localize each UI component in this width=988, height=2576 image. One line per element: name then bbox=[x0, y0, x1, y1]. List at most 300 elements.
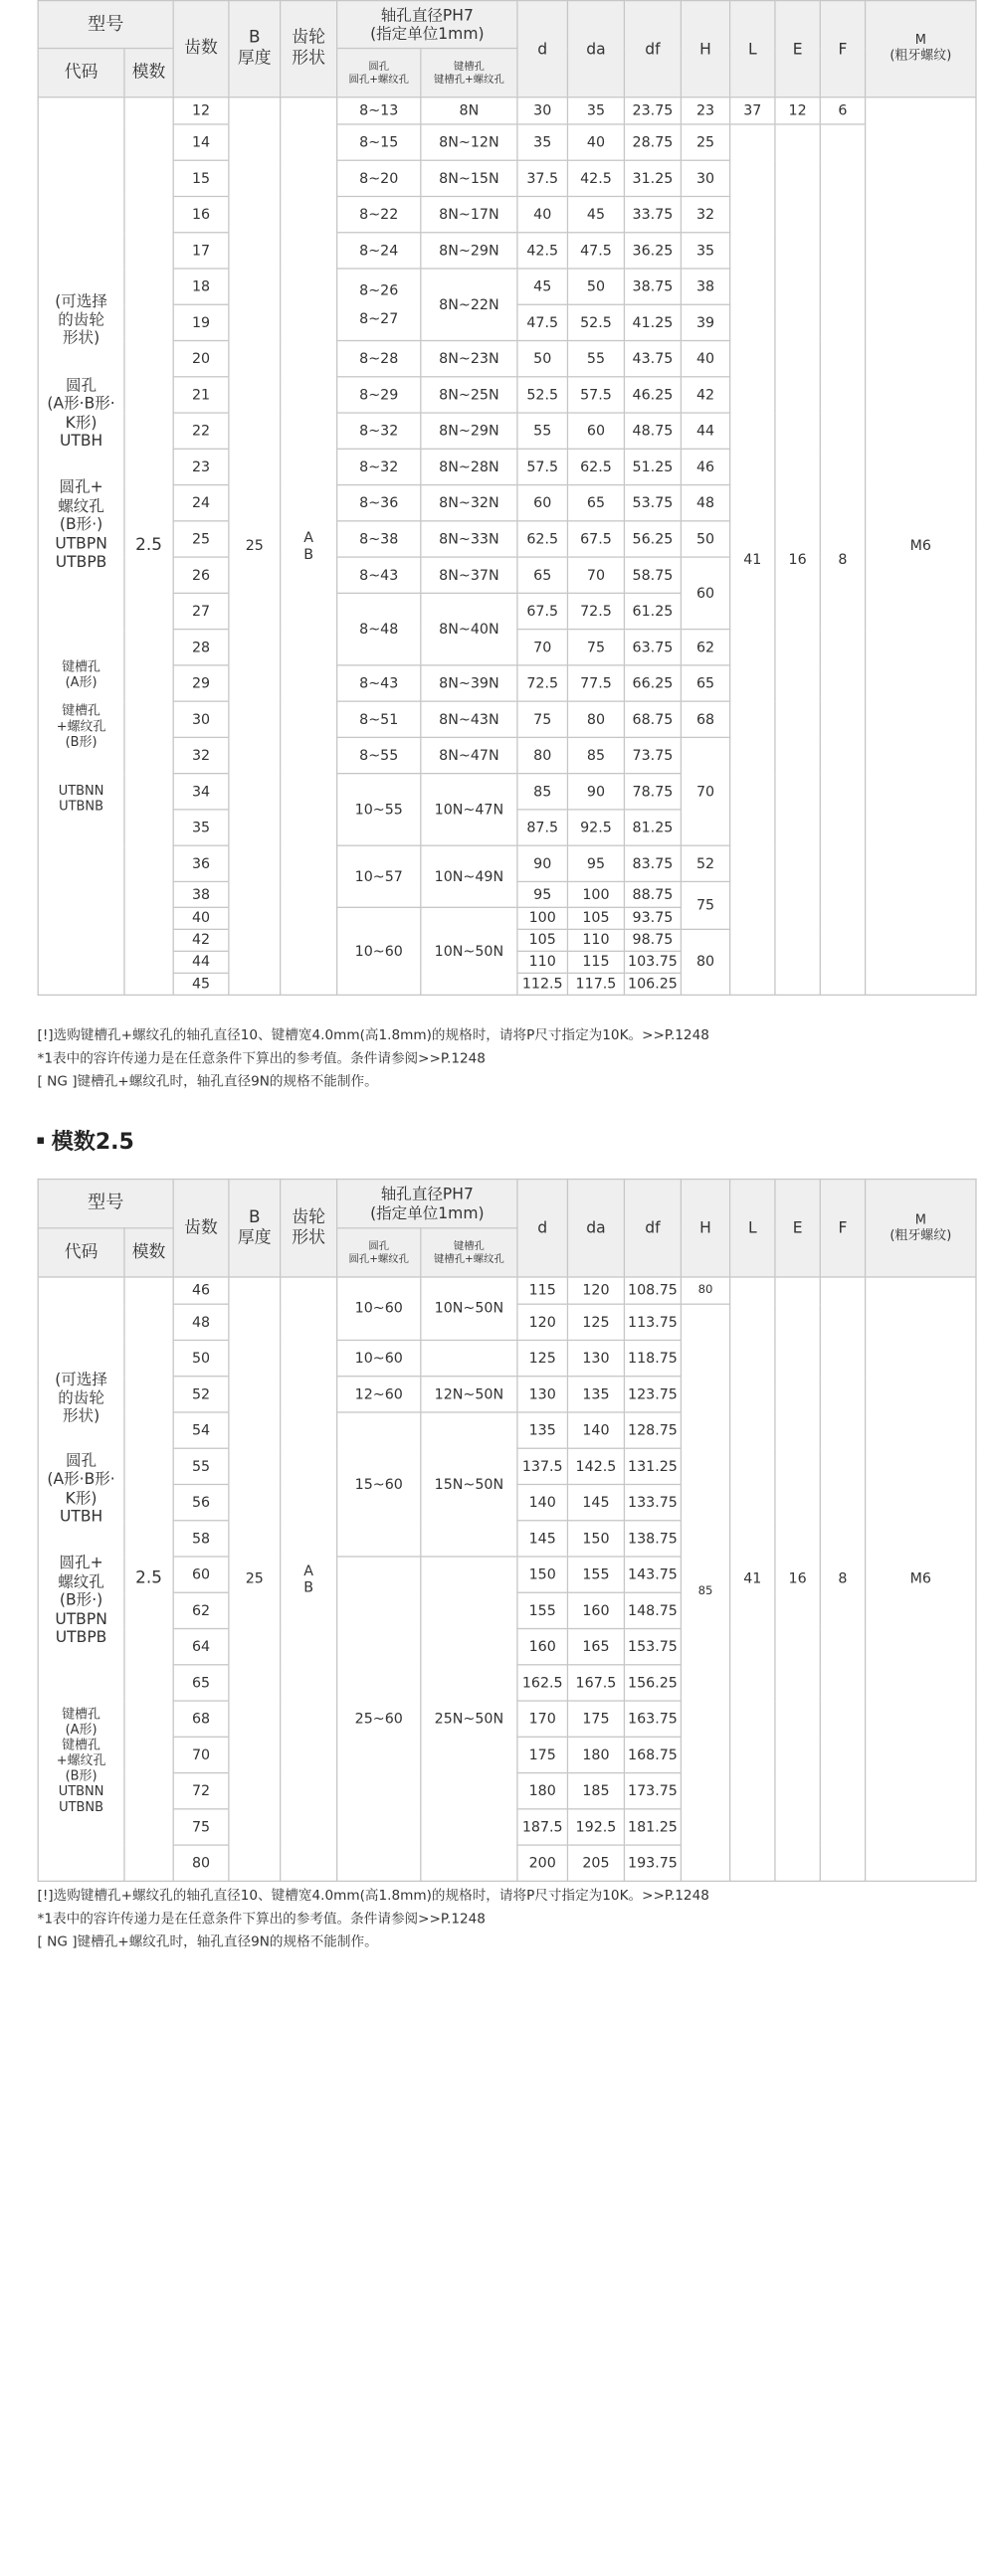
da-cell: 160 bbox=[567, 1592, 624, 1628]
df-cell: 108.75 bbox=[624, 1277, 681, 1304]
header-d: d bbox=[517, 1180, 568, 1277]
teeth-cell: 20 bbox=[173, 341, 229, 377]
d-cell: 130 bbox=[517, 1377, 568, 1412]
df-cell: 181.25 bbox=[624, 1809, 681, 1845]
header-module: 模数 bbox=[124, 1228, 173, 1277]
d-cell: 200 bbox=[517, 1845, 568, 1881]
df-cell: 46.25 bbox=[624, 377, 681, 413]
da-cell: 67.5 bbox=[567, 521, 624, 557]
keyway-bore-cell: 8N~15N bbox=[421, 160, 517, 196]
teeth-cell: 24 bbox=[173, 485, 229, 521]
b-value: 25 bbox=[229, 97, 281, 996]
teeth-cell: 80 bbox=[173, 1845, 229, 1881]
d-cell: 150 bbox=[517, 1557, 568, 1592]
header-model: 型号 bbox=[38, 1, 173, 49]
h-cell: 42 bbox=[681, 377, 729, 413]
d-cell: 95 bbox=[517, 881, 568, 907]
e-cell: 12 bbox=[775, 97, 820, 124]
round-bore-cell: 8~20 bbox=[337, 160, 421, 196]
header-da: da bbox=[567, 1180, 624, 1277]
round-bore-cell: 10~57 bbox=[337, 845, 421, 907]
da-cell: 155 bbox=[567, 1557, 624, 1592]
header-code: 代码 bbox=[38, 1228, 124, 1277]
df-cell: 153.75 bbox=[624, 1629, 681, 1665]
round-bore-cell: 25~60 bbox=[337, 1557, 421, 1881]
teeth-cell: 19 bbox=[173, 304, 229, 340]
df-cell: 128.75 bbox=[624, 1412, 681, 1448]
d-cell: 35 bbox=[517, 124, 568, 160]
keyway-bore-cell: 10N~47N bbox=[421, 774, 517, 846]
header-code: 代码 bbox=[38, 49, 124, 97]
h-cell: 68 bbox=[681, 701, 729, 737]
df-cell: 51.25 bbox=[624, 449, 681, 484]
da-cell: 35 bbox=[567, 97, 624, 124]
keyway-bore-cell: 8N~17N bbox=[421, 196, 517, 232]
da-cell: 75 bbox=[567, 630, 624, 665]
df-cell: 143.75 bbox=[624, 1557, 681, 1592]
d-cell: 170 bbox=[517, 1701, 568, 1737]
header-da: da bbox=[567, 1, 624, 97]
l-value: 41 bbox=[730, 1277, 775, 1881]
round-bore-cell: 8~29 bbox=[337, 377, 421, 413]
df-cell: 23.75 bbox=[624, 97, 681, 124]
d-cell: 75 bbox=[517, 701, 568, 737]
note-line: *1表中的容许传递力是在任意条件下算出的参考值。条件请参阅>>P.1248 bbox=[37, 1911, 486, 1928]
df-cell: 83.75 bbox=[624, 845, 681, 881]
df-cell: 81.25 bbox=[624, 810, 681, 845]
notes-1 bbox=[38, 1024, 709, 1094]
d-cell: 115 bbox=[517, 1277, 568, 1304]
header-h: H bbox=[681, 1, 729, 97]
teeth-cell: 44 bbox=[173, 951, 229, 973]
da-cell: 105 bbox=[567, 907, 624, 929]
teeth-cell: 18 bbox=[173, 269, 229, 304]
header-teeth: 齿数 bbox=[173, 1, 229, 97]
keyway-bore-cell: 8N~28N bbox=[421, 449, 517, 484]
keyway-bore-cell: 8N~33N bbox=[421, 521, 517, 557]
da-cell: 100 bbox=[567, 881, 624, 907]
bullet-square-icon bbox=[38, 1137, 44, 1143]
header-l: L bbox=[730, 1, 775, 97]
da-cell: 120 bbox=[567, 1277, 624, 1304]
d-cell: 72.5 bbox=[517, 665, 568, 701]
teeth-cell: 70 bbox=[173, 1737, 229, 1772]
h-value: 85 bbox=[681, 1304, 729, 1881]
teeth-cell: 21 bbox=[173, 377, 229, 413]
h-cell: 70 bbox=[681, 737, 729, 845]
header-keyway-bore: 键槽孔 键槽孔+螺纹孔 bbox=[421, 49, 517, 97]
df-cell: 68.75 bbox=[624, 701, 681, 737]
d-cell: 187.5 bbox=[517, 1809, 568, 1845]
df-cell: 88.75 bbox=[624, 881, 681, 907]
d-cell: 100 bbox=[517, 907, 568, 929]
df-cell: 106.25 bbox=[624, 973, 681, 995]
round-bore-cell: 8~32 bbox=[337, 449, 421, 484]
d-cell: 137.5 bbox=[517, 1448, 568, 1484]
d-cell: 125 bbox=[517, 1340, 568, 1376]
round-bore-cell: 8~24 bbox=[337, 233, 421, 269]
d-cell: 160 bbox=[517, 1629, 568, 1665]
df-cell: 73.75 bbox=[624, 737, 681, 773]
header-e: E bbox=[775, 1180, 820, 1277]
teeth-cell: 16 bbox=[173, 196, 229, 232]
h-cell: 46 bbox=[681, 449, 729, 484]
da-cell: 92.5 bbox=[567, 810, 624, 845]
header-df: df bbox=[624, 1180, 681, 1277]
l-cell: 37 bbox=[730, 97, 775, 124]
da-cell: 95 bbox=[567, 845, 624, 881]
header-gear-shape: 齿轮 形状 bbox=[281, 1180, 337, 1277]
df-cell: 98.75 bbox=[624, 929, 681, 951]
round-bore-cell: 8~48 bbox=[337, 593, 421, 665]
teeth-cell: 50 bbox=[173, 1340, 229, 1376]
d-cell: 52.5 bbox=[517, 377, 568, 413]
da-cell: 47.5 bbox=[567, 233, 624, 269]
note-line: [ NG ]键槽孔+螺纹孔时，轴孔直径9N的规格不能制作。 bbox=[37, 1074, 378, 1090]
d-cell: 55 bbox=[517, 413, 568, 449]
teeth-cell: 35 bbox=[173, 810, 229, 845]
header-h: H bbox=[681, 1180, 729, 1277]
da-cell: 130 bbox=[567, 1340, 624, 1376]
round-bore-cell: 10~60 bbox=[337, 1277, 421, 1340]
keyway-bore-cell: 8N~40N bbox=[421, 593, 517, 665]
da-cell: 60 bbox=[567, 413, 624, 449]
da-cell: 145 bbox=[567, 1484, 624, 1520]
h-cell: 44 bbox=[681, 413, 729, 449]
da-cell: 205 bbox=[567, 1845, 624, 1881]
da-cell: 180 bbox=[567, 1737, 624, 1772]
df-cell: 123.75 bbox=[624, 1377, 681, 1412]
d-cell: 40 bbox=[517, 196, 568, 232]
keyway-bore-cell: 12N~50N bbox=[421, 1377, 517, 1412]
df-cell: 148.75 bbox=[624, 1592, 681, 1628]
h-cell: 30 bbox=[681, 160, 729, 196]
keyway-bore-cell: 25N~50N bbox=[421, 1557, 517, 1881]
d-cell: 65 bbox=[517, 557, 568, 593]
df-cell: 63.75 bbox=[624, 630, 681, 665]
teeth-cell: 15 bbox=[173, 160, 229, 196]
keyway-bore-cell: 10N~50N bbox=[421, 907, 517, 995]
header-module: 模数 bbox=[124, 49, 173, 97]
da-cell: 185 bbox=[567, 1773, 624, 1809]
round-bore-cell: 8~43 bbox=[337, 557, 421, 593]
keyway-bore-cell: 8N~25N bbox=[421, 377, 517, 413]
keyway-bore-cell: 8N~23N bbox=[421, 341, 517, 377]
round-bore-cell: 8~32 bbox=[337, 413, 421, 449]
h-cell: 35 bbox=[681, 233, 729, 269]
teeth-cell: 60 bbox=[173, 1557, 229, 1592]
d-cell: 155 bbox=[517, 1592, 568, 1628]
d-cell: 180 bbox=[517, 1773, 568, 1809]
df-cell: 48.75 bbox=[624, 413, 681, 449]
keyway-bore-cell: 8N~29N bbox=[421, 233, 517, 269]
da-cell: 72.5 bbox=[567, 593, 624, 629]
df-cell: 33.75 bbox=[624, 196, 681, 232]
teeth-cell: 56 bbox=[173, 1484, 229, 1520]
teeth-cell: 42 bbox=[173, 929, 229, 951]
keyway-bore-cell: 8N~32N bbox=[421, 485, 517, 521]
d-cell: 105 bbox=[517, 929, 568, 951]
header-round-bore: 圆孔 圆孔+螺纹孔 bbox=[337, 49, 421, 97]
header-gear-shape: 齿轮 形状 bbox=[281, 1, 337, 97]
d-cell: 110 bbox=[517, 951, 568, 973]
keyway-bore-cell: 8N~29N bbox=[421, 413, 517, 449]
d-cell: 30 bbox=[517, 97, 568, 124]
h-cell: 75 bbox=[681, 881, 729, 929]
h-cell: 62 bbox=[681, 630, 729, 665]
round-bore-cell: 10~60 bbox=[337, 907, 421, 995]
l-value: 41 bbox=[730, 124, 775, 995]
da-cell: 165 bbox=[567, 1629, 624, 1665]
type-description: (可选择 的齿轮 形状) 圆孔 (A形·B形· K形) UTBH 圆孔+ 螺纹孔 (B形·) UTBPN UTBPB 键槽孔 (A形) 键槽孔 +螺纹孔 (B形) UTBNN UTBNB bbox=[38, 97, 124, 996]
da-cell: 90 bbox=[567, 774, 624, 810]
teeth-cell: 58 bbox=[173, 1521, 229, 1557]
d-cell: 47.5 bbox=[517, 304, 568, 340]
df-cell: 163.75 bbox=[624, 1701, 681, 1737]
keyway-bore-cell: 8N~47N bbox=[421, 737, 517, 773]
teeth-cell: 46 bbox=[173, 1277, 229, 1304]
note-line: *1表中的容许传递力是在任意条件下算出的参考值。条件请参阅>>P.1248 bbox=[37, 1050, 486, 1067]
df-cell: 36.25 bbox=[624, 233, 681, 269]
e-value: 16 bbox=[775, 1277, 820, 1881]
round-bore-cell: 8~22 bbox=[337, 196, 421, 232]
header-m: M (粗牙螺纹) bbox=[866, 1, 976, 97]
df-cell: 31.25 bbox=[624, 160, 681, 196]
round-bore-cell: 8~26 8~27 bbox=[337, 269, 421, 341]
teeth-cell: 68 bbox=[173, 1701, 229, 1737]
teeth-cell: 32 bbox=[173, 737, 229, 773]
keyway-bore-cell bbox=[421, 1340, 517, 1376]
teeth-cell: 64 bbox=[173, 1629, 229, 1665]
d-cell: 87.5 bbox=[517, 810, 568, 845]
h-cell: 25 bbox=[681, 124, 729, 160]
da-cell: 40 bbox=[567, 124, 624, 160]
da-cell: 52.5 bbox=[567, 304, 624, 340]
da-cell: 50 bbox=[567, 269, 624, 304]
e-value: 16 bbox=[775, 124, 820, 995]
df-cell: 173.75 bbox=[624, 1773, 681, 1809]
teeth-cell: 48 bbox=[173, 1304, 229, 1340]
round-bore-cell: 8~28 bbox=[337, 341, 421, 377]
round-bore-cell: 8~36 bbox=[337, 485, 421, 521]
df-cell: 41.25 bbox=[624, 304, 681, 340]
h-cell: 40 bbox=[681, 341, 729, 377]
d-cell: 62.5 bbox=[517, 521, 568, 557]
m-value: M6 bbox=[866, 1277, 976, 1881]
d-cell: 57.5 bbox=[517, 449, 568, 484]
teeth-cell: 40 bbox=[173, 907, 229, 929]
header-m: M (粗牙螺纹) bbox=[866, 1180, 976, 1277]
note-line: [ NG ]键槽孔+螺纹孔时，轴孔直径9N的规格不能制作。 bbox=[37, 1934, 378, 1950]
h-cell: 23 bbox=[681, 97, 729, 124]
da-cell: 85 bbox=[567, 737, 624, 773]
h-cell: 32 bbox=[681, 196, 729, 232]
module-value: 2.5 bbox=[124, 1277, 173, 1881]
b-value: 25 bbox=[229, 1277, 281, 1881]
teeth-cell: 22 bbox=[173, 413, 229, 449]
da-cell: 70 bbox=[567, 557, 624, 593]
teeth-cell: 25 bbox=[173, 521, 229, 557]
da-cell: 80 bbox=[567, 701, 624, 737]
df-cell: 113.75 bbox=[624, 1304, 681, 1340]
keyway-bore-cell: 8N~39N bbox=[421, 665, 517, 701]
keyway-bore-cell: 8N bbox=[421, 97, 517, 124]
df-cell: 168.75 bbox=[624, 1737, 681, 1772]
round-bore-cell: 8~43 bbox=[337, 665, 421, 701]
note-line: [!]选购键槽孔+螺纹孔的轴孔直径10、键槽宽4.0mm(高1.8mm)的规格时，请将P尺寸指定为10K。>>P.1248 bbox=[37, 1888, 709, 1905]
teeth-cell: 62 bbox=[173, 1592, 229, 1628]
teeth-cell: 34 bbox=[173, 774, 229, 810]
teeth-cell: 52 bbox=[173, 1377, 229, 1412]
teeth-cell: 45 bbox=[173, 973, 229, 995]
da-cell: 192.5 bbox=[567, 1809, 624, 1845]
d-cell: 85 bbox=[517, 774, 568, 810]
h-cell: 50 bbox=[681, 521, 729, 557]
df-cell: 53.75 bbox=[624, 485, 681, 521]
teeth-cell: 14 bbox=[173, 124, 229, 160]
h-cell: 39 bbox=[681, 304, 729, 340]
f-value: 8 bbox=[820, 124, 865, 995]
da-cell: 140 bbox=[567, 1412, 624, 1448]
df-cell: 38.75 bbox=[624, 269, 681, 304]
da-cell: 65 bbox=[567, 485, 624, 521]
header-bore: 轴孔直径PH7 (指定单位1mm) bbox=[337, 1, 517, 49]
note-line: [!]选购键槽孔+螺纹孔的轴孔直径10、键槽宽4.0mm(高1.8mm)的规格时，请将P尺寸指定为10K。>>P.1248 bbox=[37, 1027, 709, 1043]
type-description: (可选择 的齿轮 形状) 圆孔 (A形·B形· K形) UTBH 圆孔+ 螺纹孔 (B形·) UTBPN UTBPB 键槽孔 (A形) 键槽孔 +螺纹孔 (B形) UTBNN UTBNB bbox=[38, 1277, 124, 1881]
teeth-cell: 75 bbox=[173, 1809, 229, 1845]
header-e: E bbox=[775, 1, 820, 97]
d-cell: 50 bbox=[517, 341, 568, 377]
round-bore-cell: 15~60 bbox=[337, 1412, 421, 1557]
h-cell: 38 bbox=[681, 269, 729, 304]
header-d: d bbox=[517, 1, 568, 97]
header-teeth: 齿数 bbox=[173, 1180, 229, 1277]
d-cell: 120 bbox=[517, 1304, 568, 1340]
da-cell: 55 bbox=[567, 341, 624, 377]
d-cell: 37.5 bbox=[517, 160, 568, 196]
df-cell: 43.75 bbox=[624, 341, 681, 377]
df-cell: 131.25 bbox=[624, 1448, 681, 1484]
df-cell: 118.75 bbox=[624, 1340, 681, 1376]
keyway-bore-cell: 8N~37N bbox=[421, 557, 517, 593]
da-cell: 175 bbox=[567, 1701, 624, 1737]
keyway-bore-cell: 10N~49N bbox=[421, 845, 517, 907]
teeth-cell: 12 bbox=[173, 97, 229, 124]
round-bore-cell: 10~60 bbox=[337, 1340, 421, 1376]
round-bore-cell: 12~60 bbox=[337, 1377, 421, 1412]
d-cell: 67.5 bbox=[517, 593, 568, 629]
da-cell: 57.5 bbox=[567, 377, 624, 413]
header-round-bore: 圆孔 圆孔+螺纹孔 bbox=[337, 1228, 421, 1277]
header-bore: 轴孔直径PH7 (指定单位1mm) bbox=[337, 1180, 517, 1228]
header-model: 型号 bbox=[38, 1180, 173, 1228]
round-bore-cell: 8~13 bbox=[337, 97, 421, 124]
header-l: L bbox=[730, 1180, 775, 1277]
df-cell: 193.75 bbox=[624, 1845, 681, 1881]
keyway-bore-cell: 8N~43N bbox=[421, 701, 517, 737]
d-cell: 45 bbox=[517, 269, 568, 304]
teeth-cell: 36 bbox=[173, 845, 229, 881]
round-bore-cell: 8~15 bbox=[337, 124, 421, 160]
d-cell: 135 bbox=[517, 1412, 568, 1448]
d-cell: 175 bbox=[517, 1737, 568, 1772]
h-cell: 80 bbox=[681, 929, 729, 995]
round-bore-cell: 8~55 bbox=[337, 737, 421, 773]
keyway-bore-cell: 10N~50N bbox=[421, 1277, 517, 1340]
round-bore-cell: 8~51 bbox=[337, 701, 421, 737]
header-f: F bbox=[820, 1180, 865, 1277]
section-title: 模数2.5 bbox=[38, 1123, 134, 1155]
teeth-cell: 23 bbox=[173, 449, 229, 484]
round-bore-cell: 8~38 bbox=[337, 521, 421, 557]
keyway-bore-cell: 15N~50N bbox=[421, 1412, 517, 1557]
header-b: B 厚度 bbox=[229, 1, 281, 97]
df-cell: 93.75 bbox=[624, 907, 681, 929]
h-cell: 52 bbox=[681, 845, 729, 881]
df-cell: 66.25 bbox=[624, 665, 681, 701]
header-df: df bbox=[624, 1, 681, 97]
teeth-cell: 38 bbox=[173, 881, 229, 907]
da-cell: 77.5 bbox=[567, 665, 624, 701]
d-cell: 60 bbox=[517, 485, 568, 521]
da-cell: 117.5 bbox=[567, 973, 624, 995]
teeth-cell: 30 bbox=[173, 701, 229, 737]
h-cell: 80 bbox=[681, 1277, 729, 1304]
h-cell: 48 bbox=[681, 485, 729, 521]
df-cell: 78.75 bbox=[624, 774, 681, 810]
header-keyway-bore: 键槽孔 键槽孔+螺纹孔 bbox=[421, 1228, 517, 1277]
d-cell: 90 bbox=[517, 845, 568, 881]
da-cell: 110 bbox=[567, 929, 624, 951]
notes-2 bbox=[38, 1885, 709, 1954]
teeth-cell: 72 bbox=[173, 1773, 229, 1809]
da-cell: 167.5 bbox=[567, 1665, 624, 1701]
da-cell: 45 bbox=[567, 196, 624, 232]
f-value: 8 bbox=[820, 1277, 865, 1881]
df-cell: 61.25 bbox=[624, 593, 681, 629]
df-cell: 156.25 bbox=[624, 1665, 681, 1701]
header-b: B 厚度 bbox=[229, 1180, 281, 1277]
teeth-cell: 29 bbox=[173, 665, 229, 701]
df-cell: 28.75 bbox=[624, 124, 681, 160]
df-cell: 58.75 bbox=[624, 557, 681, 593]
gear-shape-value: A B bbox=[281, 1277, 337, 1881]
d-cell: 112.5 bbox=[517, 973, 568, 995]
da-cell: 125 bbox=[567, 1304, 624, 1340]
da-cell: 142.5 bbox=[567, 1448, 624, 1484]
d-cell: 140 bbox=[517, 1484, 568, 1520]
gear-spec-table-2 bbox=[38, 1179, 977, 1882]
teeth-cell: 28 bbox=[173, 630, 229, 665]
header-f: F bbox=[820, 1, 865, 97]
df-cell: 133.75 bbox=[624, 1484, 681, 1520]
df-cell: 138.75 bbox=[624, 1521, 681, 1557]
teeth-cell: 26 bbox=[173, 557, 229, 593]
gear-spec-table-1 bbox=[38, 0, 977, 996]
da-cell: 135 bbox=[567, 1377, 624, 1412]
gear-shape-value: A B bbox=[281, 97, 337, 996]
teeth-cell: 27 bbox=[173, 593, 229, 629]
df-cell: 56.25 bbox=[624, 521, 681, 557]
teeth-cell: 17 bbox=[173, 233, 229, 269]
m-value: M6 bbox=[866, 97, 976, 996]
teeth-cell: 65 bbox=[173, 1665, 229, 1701]
d-cell: 145 bbox=[517, 1521, 568, 1557]
module-value: 2.5 bbox=[124, 97, 173, 996]
f-cell: 6 bbox=[820, 97, 865, 124]
keyway-bore-cell: 8N~22N bbox=[421, 269, 517, 341]
da-cell: 150 bbox=[567, 1521, 624, 1557]
